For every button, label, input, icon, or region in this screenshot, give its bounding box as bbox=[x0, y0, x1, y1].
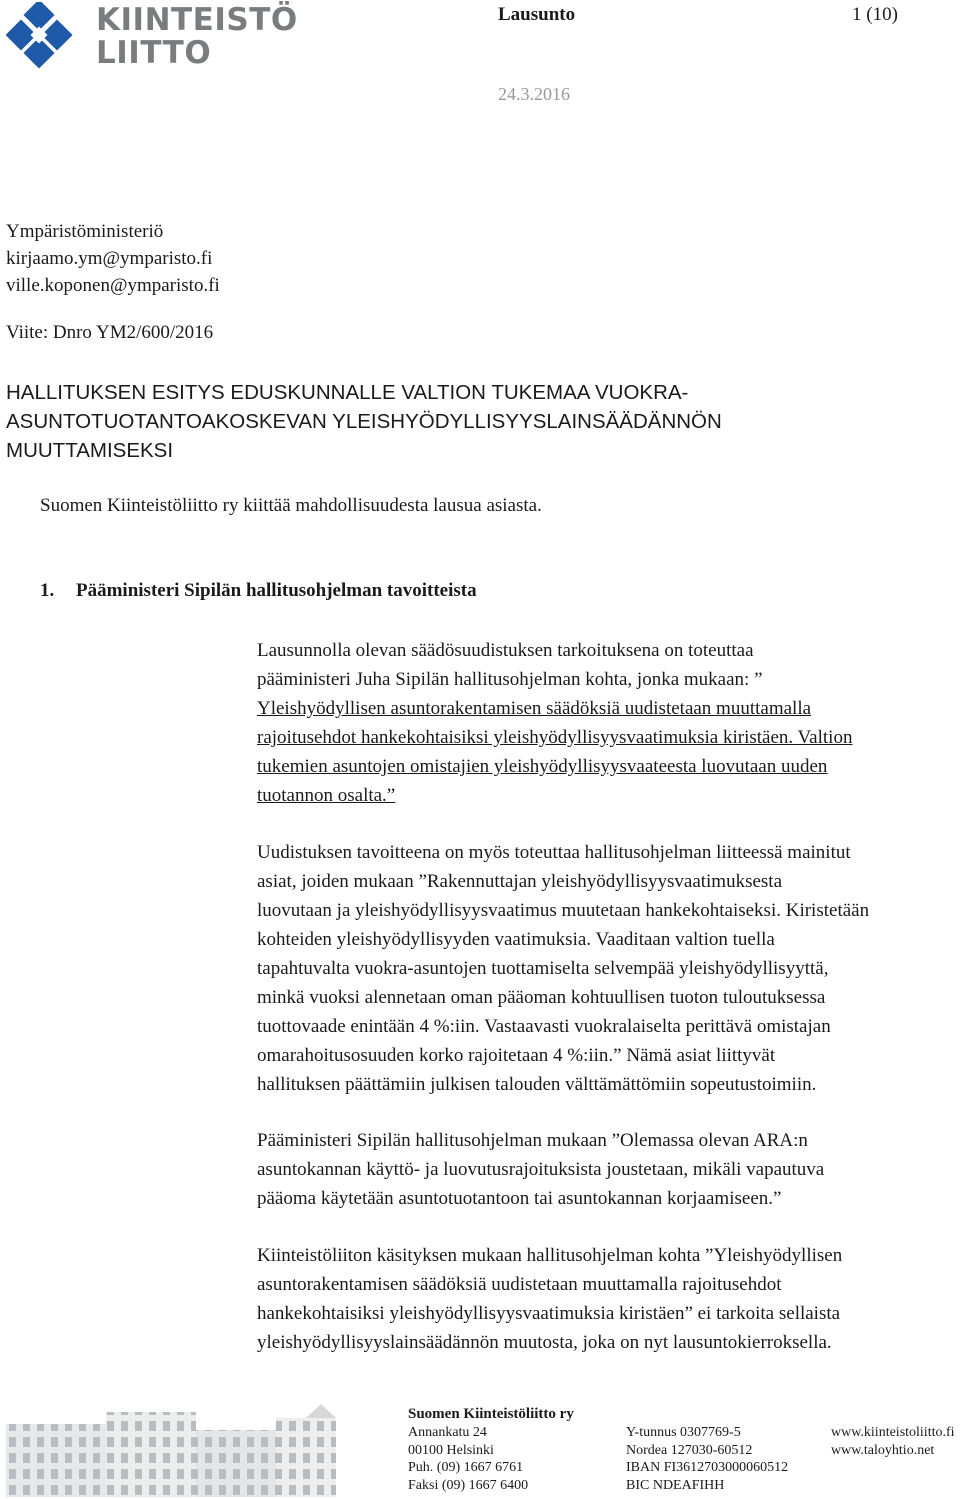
recipient-block bbox=[6, 218, 220, 299]
recipient-email-2: ville.koponen@ymparisto.fi bbox=[6, 275, 220, 296]
quote-underlined: tuotannon osalta.” bbox=[257, 785, 396, 806]
footer-websites bbox=[831, 1424, 955, 1459]
building-illustration bbox=[6, 1402, 336, 1497]
paragraph-3: Pääministeri Sipilän hallitusohjelman mukaan ”Olemassa olevan ARA:n asuntokannan käyttö- ja luovutusrajoituksista joustetaan, mikäli vapautuva pääoma käytetään asuntotuotantoon tai asuntokannan korjaamiseen.” bbox=[257, 1130, 825, 1209]
footer-org-name: Suomen Kiinteistöliitto ry bbox=[408, 1406, 574, 1422]
logo-diamond-icon bbox=[6, 2, 73, 69]
document-date: 24.3.2016 bbox=[498, 84, 570, 104]
section-number: 1. bbox=[40, 580, 55, 601]
quote-underlined: Yleishyödyllisen asuntorakentamisen säädöksiä uudistetaan muuttamalla bbox=[257, 698, 812, 719]
quote-underlined: tukemien asuntojen omistajien yleishyödyllisyysvaateesta luovutaan uuden bbox=[257, 756, 828, 777]
reference-number: Viite: Dnro YM2/600/2016 bbox=[6, 322, 214, 343]
paragraph-2: Uudistuksen tavoitteena on myös toteuttaa hallitusohjelman liitteessä mainitut asiat, joiden mukaan ”Rakennuttajan yleishyödyllisyysvaatimuksesta luovutaan ja yleishyödyllisyysvaatimus muutetaan hankekohtaiseksi. Kiristetään kohteiden yleishyödyllisyyden vaatimuksia. Vaaditaan valtion tuella tapahtuvalta vuokra-asuntojen tuottamiselta selvempää yleishyödyllisyyttä, minkä vuoksi alennetaan oman pääoman kohtuullisen tuoton tuloutuksessa tuottovaade enintään 4 %:iin. Vastaavasti vuokralaiselta perittävä omistajan omarahoitusosuuden korko rajoitetaan 4 %:iin.” Nämä asiat liittyvät hallituksen päättämiin julkisen talouden välttämättömiin sopeutustoimiin. bbox=[257, 842, 870, 1095]
paragraph-4: Kiinteistöliiton käsityksen mukaan hallitusohjelman kohta ”Yleishyödyllisen asuntorakentamisen säädöksiä uudistetaan muuttamalla rajoitusehdot hankekohtaisiksi yleishyödyllisyysvaatimuksia kiristäen” ei tarkoita sellaista yleishyödyllisyyslainsäädännön muutosta, joka on nyt lausuntokierroksella. bbox=[257, 1245, 843, 1353]
intro-text: Suomen Kiinteistöliitto ry kiittää mahdollisuudesta lausua asiasta. bbox=[40, 495, 542, 516]
recipient-email-1: kirjaamo.ym@ymparisto.fi bbox=[6, 248, 213, 269]
quote-underlined: rajoitusehdot hankekohtaisiksi yleishyödyllisyysvaatimuksia kiristäen. Valtion bbox=[257, 727, 853, 748]
website-link[interactable]: www.kiinteistoliitto.fi bbox=[831, 1425, 955, 1440]
section-title: Pääministeri Sipilän hallitusohjelman tavoitteista bbox=[76, 580, 477, 601]
footer-address: Suomen Kiinteistöliitto ry Annankatu 24 00100 Helsinki Puh. (09) 1667 6761 Faksi (09) 1667 6400 bbox=[408, 1406, 574, 1493]
website-link[interactable]: www.taloyhtio.net bbox=[831, 1442, 935, 1458]
footer-bank-info: Y-tunnus 0307769-5 Nordea 127030-60512 IBAN FI3612703000060512 BIC NDEAFIHH bbox=[626, 1425, 789, 1493]
section-heading bbox=[40, 580, 477, 602]
logo-wordmark: KIINTEISTÖ LIITTO bbox=[96, 2, 298, 71]
document-title: HALLITUKSEN ESITYS EDUSKUNNALLE VALTION TUKEMAA VUOKRA- ASUNTOTUOTANTOAKOSKEVAN YLEISHYÖDYLLISYYSLAINSÄÄDÄNNÖN MUUTTAMISEKSI bbox=[6, 381, 722, 462]
document-type: Lausunto bbox=[498, 4, 576, 25]
page-number: 1 (10) bbox=[852, 4, 898, 25]
recipient-name: Ympäristöministeriö bbox=[6, 221, 164, 242]
paragraph-1: Lausunnolla olevan säädösuudistuksen tarkoituksena on toteuttaa pääministeri Juha Sipilän hallitusohjelman kohta, jonka mukaan: ” Yleishyödyllisen asuntorakentamisen säädöksiä uudistetaan muuttamalla rajoitusehdot hankekohtaisiksi yleishyödyllisyysvaatimuksia kiristäen. Valtion tukemien asuntojen omistajien yleishyödyllisyysvaateesta luovutaan uuden tuotannon osalta.” bbox=[257, 636, 960, 810]
